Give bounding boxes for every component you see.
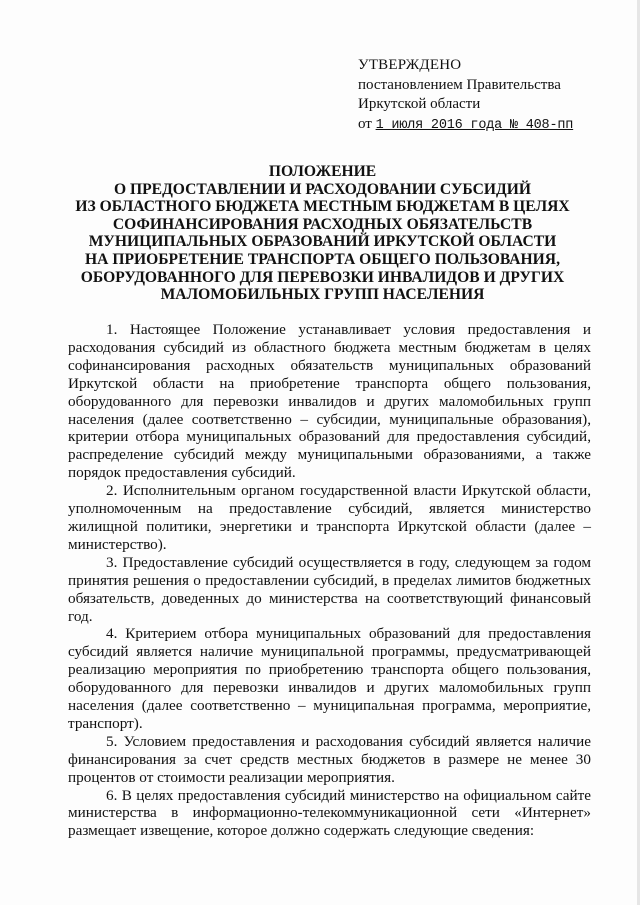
approval-date-value: 1 июля 2016 года № 408-пп (375, 117, 574, 133)
approval-region: Иркутской области (358, 96, 481, 112)
paragraph-6: 6. В целях предоставления субсидий министерство на официальном сайте министерства в информационно-телекоммуникационной сети «Интернет» размещает извещение, которое должно содержать следующие сведения: (68, 786, 591, 840)
title-line: СОФИНАНСИРОВАНИЯ РАСХОДНЫХ ОБЯЗАТЕЛЬСТВ (112, 215, 533, 233)
title-line: ПОЛОЖЕНИЕ (268, 163, 377, 180)
paragraph-3: 3. Предоставление субсидий осуществляется в году, следующем за годом принятия решения о предоставлении субсидий, в пределах лимитов бюджетных обязательств, доведенных до министерства на соответствующий финансовый год. (68, 553, 591, 625)
document-body (68, 321, 591, 840)
paragraph-1: 1. Настоящее Положение устанавливает условия предоставления и расходования субсидий из областного бюджета местным бюджетам в целях софинансирования расходных обязательств муниципальных образований Иркутской области на приобретение транспорта общего пользования, оборудованного для перевозки инвалидов и других маломобильных групп населения (далее соответственно – субсидии, муниципальные образования), критерии отбора муниципальных образований для предоставления субсидий, распределение субсидий между муниципальными образованиями, а также порядок предоставления субсидий. (68, 321, 591, 482)
title-line: МУНИЦИПАЛЬНЫХ ОБРАЗОВАНИЙ ИРКУТСКОЙ ОБЛАСТИ (88, 233, 557, 251)
document-title (60, 163, 585, 304)
approval-authority: постановлением Правительства (358, 76, 561, 93)
approval-date-prefix: от (358, 115, 372, 132)
paragraph-4: 4. Критерием отбора муниципальных образований для предоставления субсидий является наличие муниципальной программы, предусматривающей реализацию мероприятия по приобретению транспорта общего пользования, оборудованного для перевозки инвалидов и других маломобильных групп населения (далее соответственно – муниципальная программа, мероприятие, транспорт). (68, 625, 591, 732)
approval-date-line (358, 115, 608, 136)
title-line: О ПРЕДОСТАВЛЕНИИ И РАСХОДОВАНИИ СУБСИДИЙ (113, 180, 532, 198)
title-line: НА ПРИОБРЕТЕНИЕ ТРАНСПОРТА ОБЩЕГО ПОЛЬЗОВАНИЯ, (85, 250, 560, 268)
title-line: ИЗ ОБЛАСТНОГО БЮДЖЕТА МЕСТНЫМ БЮДЖЕТАМ В ЦЕЛЯХ (75, 198, 570, 216)
title-line: МАЛОМОБИЛЬНЫХ ГРУПП НАСЕЛЕНИЯ (160, 286, 485, 304)
paragraph-2: 2. Исполнительным органом государственной власти Иркутской области, уполномоченным на предоставление субсидий, является министерство жилищной политики, энергетики и транспорта Иркутской области (далее – министерство). (68, 482, 591, 553)
paragraph-5: 5. Условием предоставления и расходования субсидий является наличие финансирования за счет средств местных бюджетов в размере не менее 30 процентов от стоимости реализации мероприятия. (68, 732, 591, 786)
title-line: ОБОРУДОВАННОГО ДЛЯ ПЕРЕВОЗКИ ИНВАЛИДОВ И ДРУГИХ (80, 268, 565, 286)
approval-stamp (358, 56, 608, 135)
approval-heading: УТВЕРЖДЕНО (358, 57, 462, 73)
